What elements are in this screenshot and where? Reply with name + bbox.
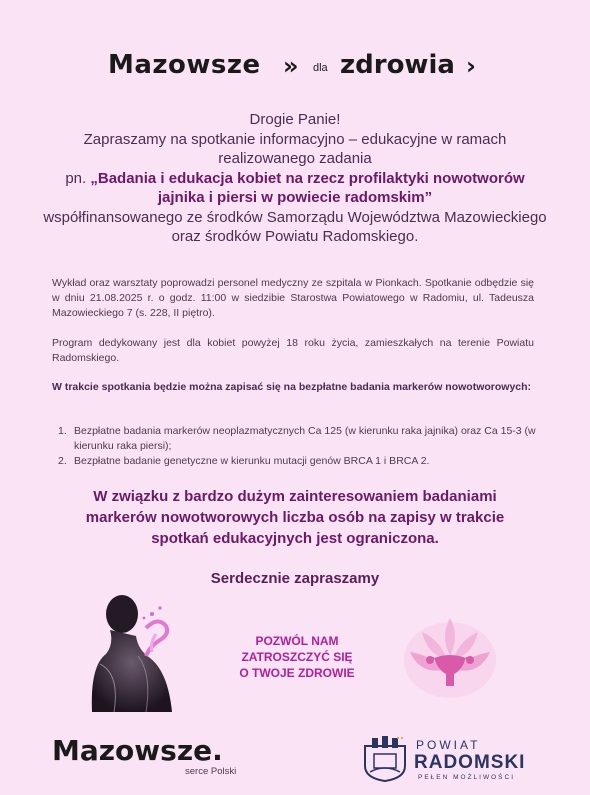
invitation: Zapraszamy na spotkanie informacyjno – edukacyjne w ramach realizowanego zadania <box>83 130 507 167</box>
pink-ribbon-icon <box>143 606 168 656</box>
slogan-line: O TWOJE ZDROWIE <box>239 666 355 680</box>
list-text: Bezpłatne badanie genetyczne w kierunku mutacji genów BRCA 1 i BRCA 2. <box>74 455 430 467</box>
woman-silhouette-icon <box>80 594 180 712</box>
radomski-label: RADOMSKI <box>414 752 526 773</box>
paragraph-eligibility: Program dedykowany jest dla kobiet powyżej 18 roku życia, zamieszkałych na terenie Powiatu Radomskiego. <box>52 337 534 364</box>
list-text: Bezpłatne badania markerów neoplazmatycznych Ca 125 (w kierunku raka jajnika) oraz Ca 15-3 (w kierunku raka piersi); <box>74 425 536 452</box>
chevron-end-icon: › <box>466 52 476 80</box>
footer-mazowsze-logo: Mazowsze. <box>52 734 223 767</box>
brand-mazowsze: Mazowsze <box>108 50 261 80</box>
slogan-line: POZWÓL NAM <box>255 634 339 648</box>
cofinancing: współfinansowanego ze środków Samorządu Województwa Mazowieckiego oraz środków Powiatu Radomskiego. <box>43 208 547 245</box>
footer-serce: serce Polski <box>185 766 237 777</box>
paragraph-screening: W trakcie spotkania będzie można zapisać się na bezpłatne badania markerów nowotworowych: <box>52 381 532 393</box>
project-name: „Badania i edukacja kobiet na rzecz profilaktyki nowotworów jajnika i piersi w powiecie radomskim” <box>90 169 525 206</box>
powiat-crest-icon <box>360 736 410 782</box>
slogan-line: ZATROSZCZYĆ SIĘ <box>241 650 353 664</box>
screening-list <box>52 424 537 469</box>
list-item <box>52 454 537 469</box>
limited-places-notice: W związku z bardzo dużym zainteresowaniem badaniami markerów nowotworowych liczba osób na zapisy w trakcie spotkań edukacyjnych jest ograniczona. <box>85 488 505 547</box>
project-title <box>40 169 550 208</box>
project-prefix: pn. <box>65 169 91 187</box>
chevron-icon: » <box>283 52 299 80</box>
slogan <box>222 633 372 681</box>
list-number: 1. <box>58 425 67 437</box>
powiat-label: POWIAT <box>416 738 481 752</box>
list-number: 2. <box>58 455 67 467</box>
brand-zdrowia: zdrowia <box>340 50 455 80</box>
paragraph-event-details: Wykład oraz warsztaty poprowadzi personel medyczny ze szpitala w Pionkach. Spotkanie odbędzie się w dniu 21.08.2025 r. o godz. 11:00 w siedzibie Starostwa Powiatowego w Radomiu, ul. Tadeusza Mazowieckiego 7 (s. 228, II piętro). <box>52 277 534 319</box>
closing-text: Serdecznie zapraszamy <box>210 570 380 587</box>
uterus-lotus-icon <box>400 612 500 702</box>
list-item <box>52 424 537 454</box>
greeting: Drogie Panie! <box>249 111 341 128</box>
pelen-label: PEŁEN MOŻLIWOŚCI <box>418 774 516 781</box>
intro-block <box>40 110 550 247</box>
brand-dla: dla <box>313 62 328 74</box>
